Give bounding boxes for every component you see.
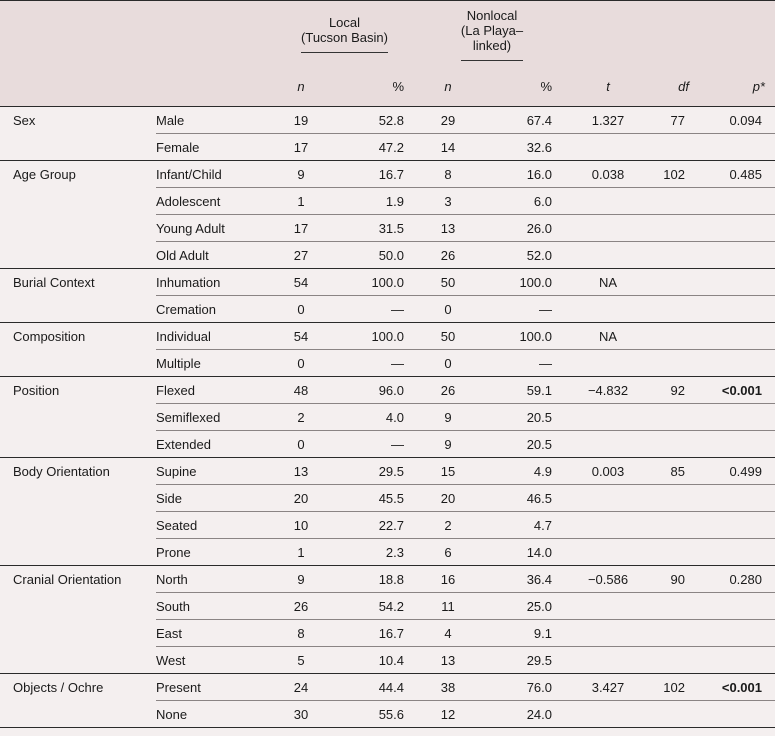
nonlocal-n-cell: 20 (418, 485, 478, 512)
category-cell: Sex (0, 107, 156, 134)
subcategory-cell: Side (156, 485, 271, 512)
t-stat-cell: −0.586 (566, 566, 650, 593)
subcategory-cell: Present (156, 674, 271, 701)
table-row (0, 512, 775, 539)
df-cell (650, 539, 709, 566)
nonlocal-pct-cell: 9.1 (478, 620, 566, 647)
category-cell: Body Orientation (0, 458, 156, 485)
subcategory-cell: Young Adult (156, 215, 271, 242)
df-cell: 92 (650, 377, 709, 404)
col-header-df: df (650, 67, 709, 107)
local-pct-cell: 52.8 (331, 107, 418, 134)
local-pct-cell: 31.5 (331, 215, 418, 242)
local-pct-cell: 96.0 (331, 377, 418, 404)
nonlocal-pct-cell: 26.0 (478, 215, 566, 242)
p-value-cell: 0.499 (709, 458, 775, 485)
nonlocal-n-cell: 4 (418, 620, 478, 647)
p-value-cell (709, 188, 775, 215)
df-cell: 85 (650, 458, 709, 485)
local-pct-cell: 50.0 (331, 242, 418, 269)
nonlocal-pct-cell: 14.0 (478, 539, 566, 566)
df-cell (650, 701, 709, 728)
nonlocal-n-cell: 6 (418, 539, 478, 566)
nonlocal-n-cell: 26 (418, 242, 478, 269)
nonlocal-pct-cell: 20.5 (478, 404, 566, 431)
p-value-cell (709, 350, 775, 377)
subcategory-cell: Cremation (156, 296, 271, 323)
nonlocal-n-cell: 13 (418, 647, 478, 674)
nonlocal-pct-cell: 6.0 (478, 188, 566, 215)
subcategory-cell: Prone (156, 539, 271, 566)
table-row (0, 242, 775, 269)
category-cell (0, 215, 156, 242)
local-n-cell: 8 (271, 620, 331, 647)
table-row (0, 161, 775, 188)
t-stat-cell (566, 620, 650, 647)
local-group-header: Local (Tucson Basin) (271, 1, 418, 68)
category-cell (0, 647, 156, 674)
local-pct-cell: 1.9 (331, 188, 418, 215)
t-stat-cell (566, 404, 650, 431)
nonlocal-pct-cell: 16.0 (478, 161, 566, 188)
p-value-cell (709, 620, 775, 647)
p-value-cell (709, 215, 775, 242)
category-cell (0, 296, 156, 323)
df-cell (650, 188, 709, 215)
df-cell (650, 296, 709, 323)
local-pct-cell: — (331, 296, 418, 323)
p-value-cell (709, 512, 775, 539)
table-row (0, 539, 775, 566)
subcategory-cell: Seated (156, 512, 271, 539)
col-header-p: p* (709, 67, 775, 107)
category-cell (0, 539, 156, 566)
t-stat-cell (566, 593, 650, 620)
subcategory-cell: Infant/Child (156, 161, 271, 188)
subcategory-cell: Old Adult (156, 242, 271, 269)
nonlocal-n-cell: 9 (418, 431, 478, 458)
category-cell (0, 512, 156, 539)
df-cell (650, 512, 709, 539)
df-cell (650, 404, 709, 431)
t-stat-cell (566, 215, 650, 242)
df-cell (650, 485, 709, 512)
category-cell: Age Group (0, 161, 156, 188)
t-stat-cell (566, 188, 650, 215)
table-row (0, 350, 775, 377)
df-cell: 102 (650, 674, 709, 701)
nonlocal-n-cell: 0 (418, 296, 478, 323)
table-row (0, 269, 775, 296)
local-pct-cell: 55.6 (331, 701, 418, 728)
nonlocal-n-cell: 16 (418, 566, 478, 593)
nonlocal-pct-cell: — (478, 350, 566, 377)
category-cell (0, 404, 156, 431)
local-pct-cell: 44.4 (331, 674, 418, 701)
table-row (0, 404, 775, 431)
df-cell (650, 134, 709, 161)
table-row (0, 620, 775, 647)
local-n-cell: 0 (271, 431, 331, 458)
t-stat-cell (566, 701, 650, 728)
table-row (0, 296, 775, 323)
nonlocal-n-cell: 26 (418, 377, 478, 404)
local-pct-cell: 45.5 (331, 485, 418, 512)
nonlocal-pct-cell: 29.5 (478, 647, 566, 674)
local-n-cell: 1 (271, 539, 331, 566)
df-cell: 90 (650, 566, 709, 593)
nonlocal-n-cell: 2 (418, 512, 478, 539)
t-stat-cell (566, 350, 650, 377)
nonlocal-n-cell: 29 (418, 107, 478, 134)
category-cell (0, 242, 156, 269)
t-stat-cell: NA (566, 269, 650, 296)
subcategory-cell: Supine (156, 458, 271, 485)
nonlocal-n-cell: 12 (418, 701, 478, 728)
category-cell: Burial Context (0, 269, 156, 296)
p-value-cell (709, 242, 775, 269)
local-n-cell: 54 (271, 323, 331, 350)
table-row (0, 701, 775, 728)
local-n-cell: 0 (271, 350, 331, 377)
t-stat-cell: 0.038 (566, 161, 650, 188)
df-cell (650, 647, 709, 674)
category-cell (0, 701, 156, 728)
subcategory-cell: Inhumation (156, 269, 271, 296)
table-row (0, 593, 775, 620)
category-cell (0, 485, 156, 512)
subcategory-cell: North (156, 566, 271, 593)
p-value-cell (709, 134, 775, 161)
category-cell: Objects / Ochre (0, 674, 156, 701)
subcategory-cell: None (156, 701, 271, 728)
local-pct-cell: 2.3 (331, 539, 418, 566)
nonlocal-pct-cell: 20.5 (478, 431, 566, 458)
nonlocal-pct-cell: 24.0 (478, 701, 566, 728)
col-header-n-local: n (271, 67, 331, 107)
table-row (0, 431, 775, 458)
local-pct-cell: — (331, 431, 418, 458)
nonlocal-pct-cell: 4.9 (478, 458, 566, 485)
nonlocal-n-cell: 14 (418, 134, 478, 161)
nonlocal-pct-cell: — (478, 296, 566, 323)
df-cell (650, 242, 709, 269)
col-header-n-nonlocal: n (418, 67, 478, 107)
p-value-cell (709, 701, 775, 728)
p-value-cell: <0.001 (709, 377, 775, 404)
category-cell: Composition (0, 323, 156, 350)
table-row (0, 647, 775, 674)
nonlocal-pct-cell: 67.4 (478, 107, 566, 134)
table-row (0, 458, 775, 485)
table-row (0, 107, 775, 134)
t-stat-cell: NA (566, 323, 650, 350)
local-n-cell: 26 (271, 593, 331, 620)
local-n-cell: 20 (271, 485, 331, 512)
nonlocal-n-cell: 0 (418, 350, 478, 377)
local-n-cell: 5 (271, 647, 331, 674)
local-n-cell: 2 (271, 404, 331, 431)
t-stat-cell: −4.832 (566, 377, 650, 404)
local-pct-cell: — (331, 350, 418, 377)
p-value-cell: 0.094 (709, 107, 775, 134)
p-value-cell (709, 647, 775, 674)
nonlocal-n-cell: 3 (418, 188, 478, 215)
subcategory-cell: Individual (156, 323, 271, 350)
df-cell (650, 350, 709, 377)
local-pct-cell: 100.0 (331, 323, 418, 350)
subcategory-cell: Flexed (156, 377, 271, 404)
subcategory-cell: East (156, 620, 271, 647)
t-stat-cell: 1.327 (566, 107, 650, 134)
subcategory-cell: Adolescent (156, 188, 271, 215)
local-pct-cell: 22.7 (331, 512, 418, 539)
local-pct-cell: 16.7 (331, 620, 418, 647)
nonlocal-pct-cell: 59.1 (478, 377, 566, 404)
local-n-cell: 54 (271, 269, 331, 296)
category-cell (0, 431, 156, 458)
t-stat-cell (566, 134, 650, 161)
nonlocal-n-cell: 15 (418, 458, 478, 485)
nonlocal-n-cell: 50 (418, 269, 478, 296)
local-n-cell: 17 (271, 215, 331, 242)
p-value-cell: <0.001 (709, 674, 775, 701)
p-value-cell (709, 269, 775, 296)
t-stat-cell (566, 512, 650, 539)
local-n-cell: 27 (271, 242, 331, 269)
t-stat-cell: 0.003 (566, 458, 650, 485)
table-body (0, 107, 775, 728)
nonlocal-pct-cell: 100.0 (478, 269, 566, 296)
t-stat-cell (566, 296, 650, 323)
p-value-cell (709, 593, 775, 620)
nonlocal-n-cell: 50 (418, 323, 478, 350)
local-n-cell: 13 (271, 458, 331, 485)
nonlocal-pct-cell: 32.6 (478, 134, 566, 161)
local-pct-cell: 4.0 (331, 404, 418, 431)
df-cell (650, 323, 709, 350)
local-n-cell: 9 (271, 566, 331, 593)
local-pct-cell: 16.7 (331, 161, 418, 188)
t-stat-cell (566, 431, 650, 458)
category-cell: Position (0, 377, 156, 404)
subcategory-cell: Extended (156, 431, 271, 458)
local-pct-cell: 29.5 (331, 458, 418, 485)
local-pct-cell: 18.8 (331, 566, 418, 593)
df-cell (650, 215, 709, 242)
table-row (0, 215, 775, 242)
col-header-t: t (566, 67, 650, 107)
subcategory-cell: South (156, 593, 271, 620)
p-value-cell (709, 323, 775, 350)
t-stat-cell (566, 539, 650, 566)
local-n-cell: 9 (271, 161, 331, 188)
local-pct-cell: 54.2 (331, 593, 418, 620)
nonlocal-group-header: Nonlocal (La Playa– linked) (418, 1, 566, 68)
nonlocal-pct-cell: 52.0 (478, 242, 566, 269)
local-n-cell: 48 (271, 377, 331, 404)
local-pct-cell: 100.0 (331, 269, 418, 296)
category-cell: Cranial Orientation (0, 566, 156, 593)
table-row (0, 566, 775, 593)
nonlocal-n-cell: 11 (418, 593, 478, 620)
table-row (0, 134, 775, 161)
df-cell (650, 269, 709, 296)
local-n-cell: 10 (271, 512, 331, 539)
p-value-cell (709, 404, 775, 431)
nonlocal-n-cell: 8 (418, 161, 478, 188)
category-cell (0, 593, 156, 620)
df-cell: 102 (650, 161, 709, 188)
nonlocal-n-cell: 13 (418, 215, 478, 242)
table-header (0, 1, 775, 107)
category-cell (0, 134, 156, 161)
local-n-cell: 19 (271, 107, 331, 134)
table-row (0, 485, 775, 512)
local-pct-cell: 10.4 (331, 647, 418, 674)
nonlocal-pct-cell: 46.5 (478, 485, 566, 512)
nonlocal-pct-cell: 36.4 (478, 566, 566, 593)
df-cell: 77 (650, 107, 709, 134)
local-n-cell: 1 (271, 188, 331, 215)
p-value-cell (709, 485, 775, 512)
subcategory-cell: West (156, 647, 271, 674)
table-row (0, 674, 775, 701)
nonlocal-n-cell: 9 (418, 404, 478, 431)
subcategory-cell: Female (156, 134, 271, 161)
p-value-cell: 0.280 (709, 566, 775, 593)
col-header-pct-local: % (331, 67, 418, 107)
nonlocal-pct-cell: 25.0 (478, 593, 566, 620)
local-n-cell: 30 (271, 701, 331, 728)
subcategory-cell: Male (156, 107, 271, 134)
p-value-cell: 0.485 (709, 161, 775, 188)
df-cell (650, 620, 709, 647)
category-cell (0, 188, 156, 215)
local-pct-cell: 47.2 (331, 134, 418, 161)
category-cell (0, 620, 156, 647)
t-stat-cell (566, 242, 650, 269)
table-row (0, 188, 775, 215)
p-value-cell (709, 539, 775, 566)
subcategory-cell: Multiple (156, 350, 271, 377)
local-n-cell: 24 (271, 674, 331, 701)
t-stat-cell (566, 647, 650, 674)
t-stat-cell: 3.427 (566, 674, 650, 701)
local-n-cell: 17 (271, 134, 331, 161)
nonlocal-pct-cell: 100.0 (478, 323, 566, 350)
nonlocal-pct-cell: 4.7 (478, 512, 566, 539)
local-n-cell: 0 (271, 296, 331, 323)
df-cell (650, 593, 709, 620)
col-header-pct-nonlocal: % (478, 67, 566, 107)
table-row (0, 377, 775, 404)
t-stat-cell (566, 485, 650, 512)
nonlocal-pct-cell: 76.0 (478, 674, 566, 701)
p-value-cell (709, 431, 775, 458)
df-cell (650, 431, 709, 458)
subcategory-cell: Semiflexed (156, 404, 271, 431)
table-row (0, 323, 775, 350)
p-value-cell (709, 296, 775, 323)
category-cell (0, 350, 156, 377)
nonlocal-n-cell: 38 (418, 674, 478, 701)
